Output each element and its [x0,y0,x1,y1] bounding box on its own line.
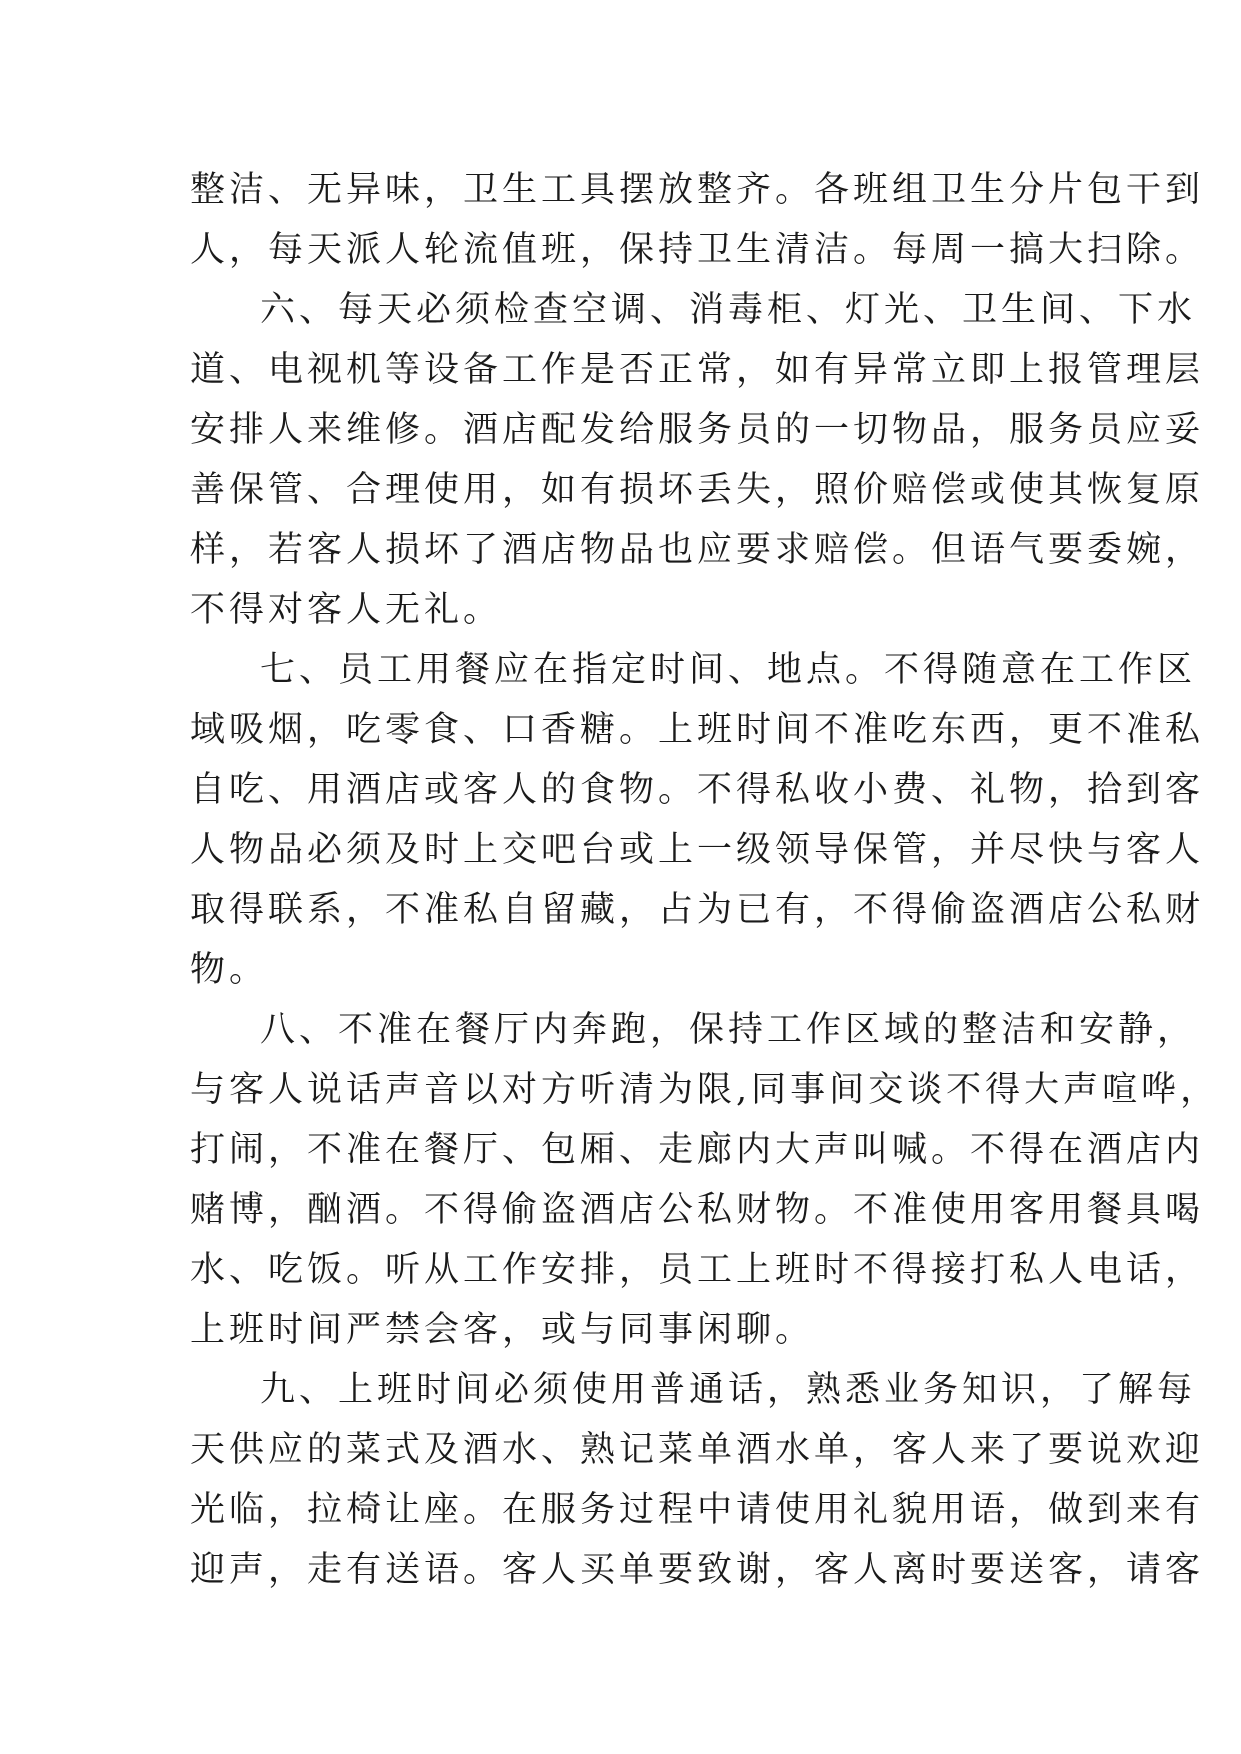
text-line: 人物品必须及时上交吧台或上一级领导保管，并尽快与客人 [190,830,1205,870]
paragraph-eight-start: 八、不准在餐厅内奔跑，保持工作区域的整洁和安静， [260,1010,1197,1050]
text-line: 不得对客人无礼。 [190,590,503,630]
paragraph-six-start: 六、每天必须检查空调、消毒柜、灯光、卫生间、下水 [260,290,1197,330]
text-line: 取得联系，不准私自留藏，占为已有，不得偷盗酒店公私财 [190,890,1205,930]
text-line: 自吃、用酒店或客人的食物。不得私收小费、礼物，拾到客 [190,770,1205,810]
text-line: 人，每天派人轮流值班，保持卫生清洁。每周一搞大扫除。 [190,230,1205,270]
text-line: 道、电视机等设备工作是否正常，如有异常立即上报管理层 [190,350,1205,390]
text-line: 水、吃饭。听从工作安排，员工上班时不得接打私人电话， [190,1250,1205,1290]
paragraph-seven-start: 七、员工用餐应在指定时间、地点。不得随意在工作区 [260,650,1197,690]
text-line: 物。 [190,950,269,990]
paragraph-nine-start: 九、上班时间必须使用普通话，熟悉业务知识，了解每 [260,1370,1197,1410]
text-line: 安排人来维修。酒店配发给服务员的一切物品，服务员应妥 [190,410,1205,450]
text-line: 迎声，走有送语。客人买单要致谢，客人离时要送客，请客 [190,1550,1205,1590]
text-line: 赌博，酗酒。不得偷盗酒店公私财物。不准使用客用餐具喝 [190,1190,1205,1230]
text-line: 样，若客人损坏了酒店物品也应要求赔偿。但语气要委婉， [190,530,1205,570]
text-line: 打闹，不准在餐厅、包厢、走廊内大声叫喊。不得在酒店内 [190,1130,1205,1170]
text-line: 上班时间严禁会客，或与同事闲聊。 [190,1310,815,1350]
text-line: 天供应的菜式及酒水、熟记菜单酒水单，客人来了要说欢迎 [190,1430,1205,1470]
text-line: 与客人说话声音以对方听清为限,同事间交谈不得大声喧哗， [190,1070,1220,1110]
text-line: 域吸烟，吃零食、口香糖。上班时间不准吃东西，更不准私 [190,710,1205,750]
text-line: 善保管、合理使用，如有损坏丢失，照价赔偿或使其恢复原 [190,470,1205,510]
document-page [190,160,1220,1600]
text-line: 光临，拉椅让座。在服务过程中请使用礼貌用语，做到来有 [190,1490,1205,1530]
text-line: 整洁、无异味，卫生工具摆放整齐。各班组卫生分片包干到 [190,170,1205,210]
